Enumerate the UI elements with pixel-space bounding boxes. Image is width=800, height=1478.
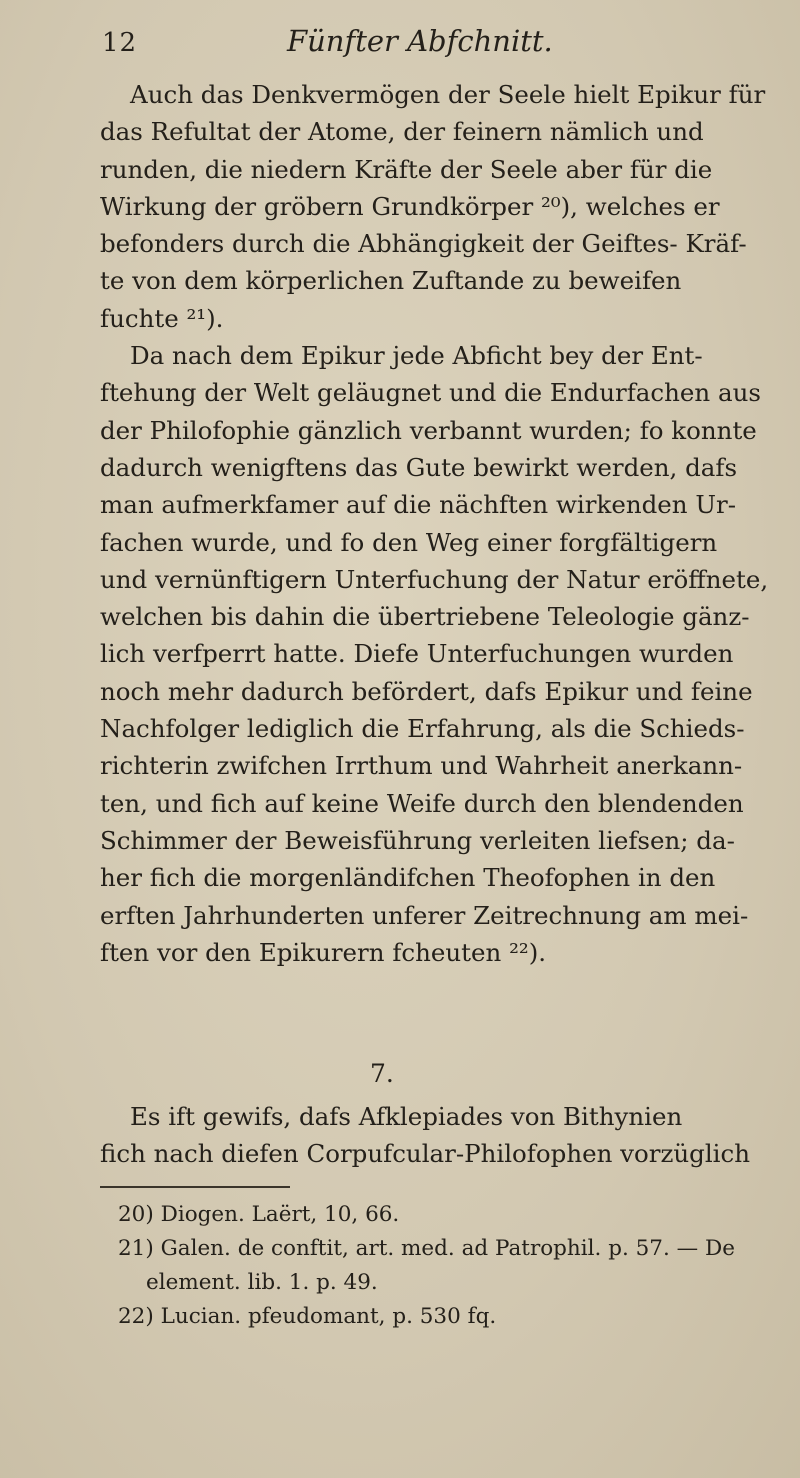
text-line: ten, und fich auf keine Weife durch den blendenden [100, 788, 744, 818]
page-header [102, 20, 742, 60]
text-line: Nachfolger lediglich die Erfahrung, als die Schieds- [100, 714, 745, 744]
text-line: Auch das Denkvermögen der Seele hielt Epikur für [130, 80, 766, 109]
text-line: runden, die niedern Kräfte der Seele aber für die [100, 154, 713, 184]
footnotes [118, 1198, 758, 1334]
text-line: te von dem körperlichen Zuftande zu beweifen [100, 266, 682, 296]
text-line: welchen bis dahin die übertriebene Teleologie gänz- [100, 602, 750, 632]
text-line: und vernünftigern Unterfuchung der Natur eröffnete, [100, 564, 769, 594]
text-line: Da nach dem Epikur jede Abficht bey der Ent- [130, 341, 703, 371]
text-line: dadurch wenigftens das Gute bewirkt werden, dafs [100, 452, 738, 482]
text-line: fich nach diefen Corpufcular-Philofophen vorzüglich [100, 1139, 751, 1169]
footnote: 22) Lucian. pfeudomant, p. 530 fq. [118, 1304, 497, 1329]
main-text-continued [100, 1098, 751, 1173]
text-line: befonders durch die Abhängigkeit der Geiftes- Kräf- [100, 229, 747, 259]
text-line: noch mehr dadurch befördert, dafs Epikur und feine [100, 676, 753, 706]
main-text [100, 76, 769, 971]
text-line: Es ift gewifs, dafs Afklepiades von Bithynien [130, 1102, 683, 1131]
page-number: 12 [102, 28, 138, 58]
text-line: fachen wurde, und fo den Weg einer forgfältigern [100, 527, 718, 557]
text-line: lich verfperrt hatte. Diefe Unterfuchungen wurden [100, 639, 734, 669]
footnote: 20) Diogen. Laërt, 10, 66. [118, 1202, 400, 1227]
footnote-continuation: element. lib. 1. p. 49. [146, 1270, 378, 1295]
footnote: 21) Galen. de conftit, art. med. ad Patrophil. p. 57. — De [118, 1236, 735, 1261]
text-line: her fich die morgenländifchen Theofophen in den [100, 863, 716, 893]
text-line: Wirkung der gröbern Grundkörper ²⁰), welches er [100, 191, 720, 221]
text-line: ftehung der Welt geläugnet und die Endurfachen aus [100, 378, 761, 408]
text-line: der Philofophie gänzlich verbannt wurden; fo konnte [100, 415, 757, 445]
text-line: erften Jahrhunderten unferer Zeitrechnung am mei- [100, 900, 749, 930]
running-title: Fünfter Abfchnitt. [287, 24, 553, 58]
footnote-rule [100, 1186, 290, 1188]
text-line: Schimmer der Beweisführung verleiten liefsen; da- [100, 825, 735, 855]
text-line: man aufmerkfamer auf die nächften wirkenden Ur- [100, 490, 736, 520]
section-number: 7. [370, 1059, 394, 1088]
text-line: ften vor den Epikurern fcheuten ²²). [100, 937, 547, 967]
text-line: richterin zwifchen Irrthum und Wahrheit anerkann- [100, 751, 743, 781]
text-line: das Refultat der Atome, der feinern nämlich und [100, 117, 704, 147]
text-line: fuchte ²¹). [100, 303, 224, 333]
